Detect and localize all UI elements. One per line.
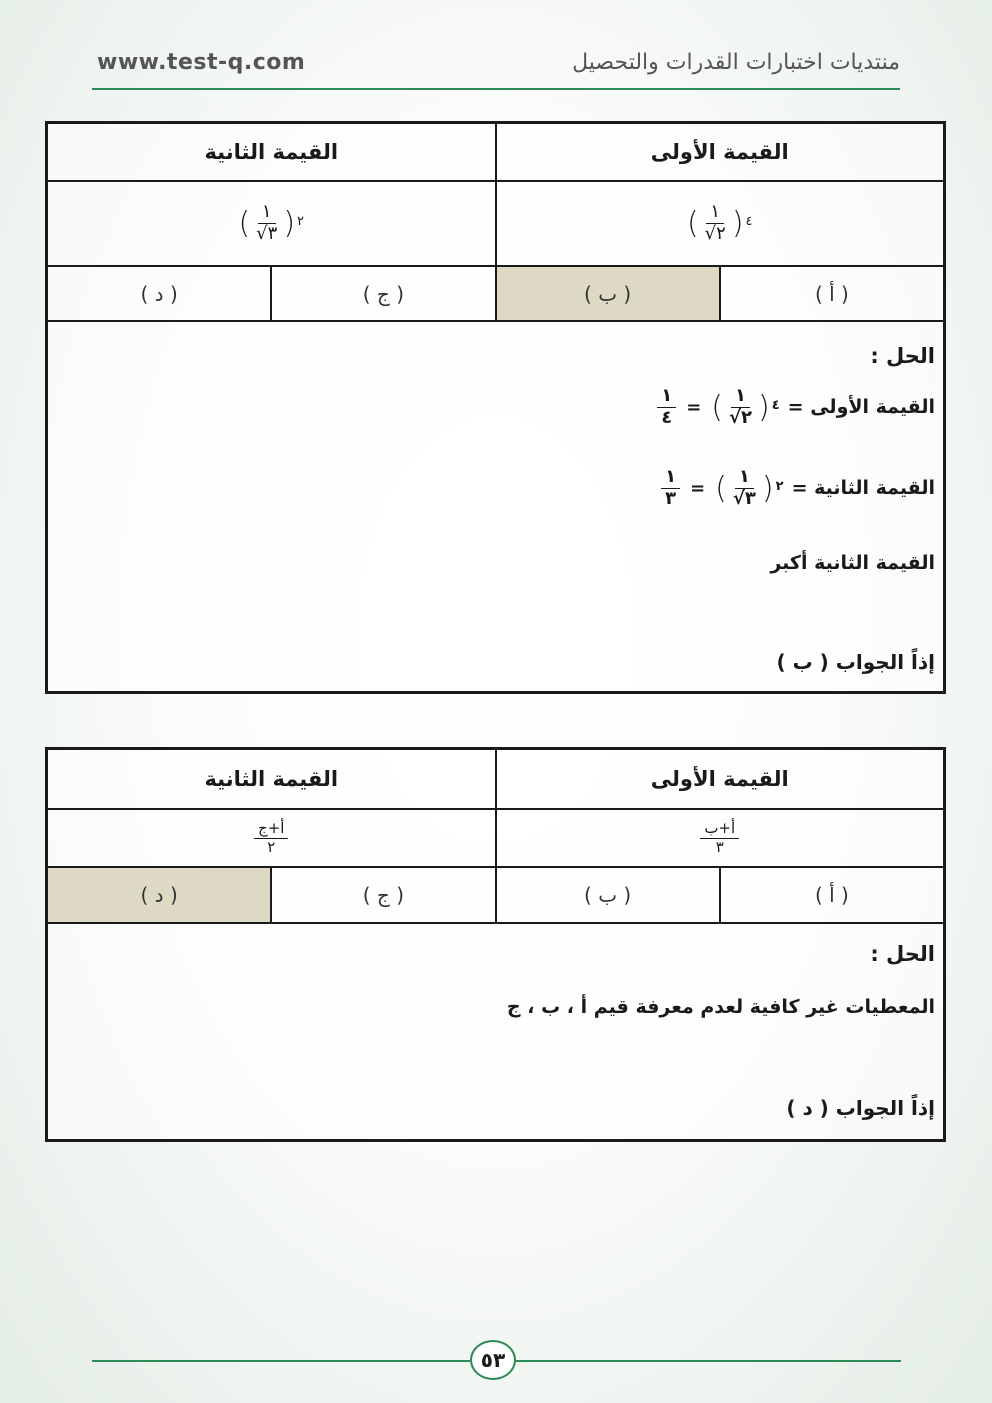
q1-answer: إذاً الجواب ( ب ) xyxy=(776,650,935,674)
site-url[interactable]: www.test-q.com xyxy=(97,50,306,75)
q2-choice-b[interactable]: ( ب ) xyxy=(497,868,721,922)
q2-choice-a[interactable]: ( أ ) xyxy=(814,883,849,907)
q1-second-exp: ٢ xyxy=(297,214,305,229)
q2-solution-title: الحل : xyxy=(870,942,935,966)
q2-choice-d[interactable]: ( د ) xyxy=(48,868,272,922)
q1-line1-label: القيمة الأولى = xyxy=(787,396,935,419)
q1-line1-exp: ٤ xyxy=(771,397,780,413)
q1-first-value-header: القيمة الأولى xyxy=(650,140,789,164)
q1-line2-num: ١ xyxy=(735,468,754,489)
q1-conclusion: القيمة الثانية أكبر xyxy=(770,552,935,574)
question-1-table xyxy=(45,121,946,694)
q1-line2-result-den: ٣ xyxy=(665,487,677,509)
q1-choice-c[interactable]: ( ج ) xyxy=(272,267,496,320)
q2-second-num: أ+ج xyxy=(254,821,288,839)
q1-solution xyxy=(48,322,943,690)
q1-choice-a[interactable]: ( أ ) xyxy=(814,281,849,306)
q1-solution-line1: القيمة الأولى = $\frac{١}{٤}$ = ( $\frac{١}{√٢}$ ) ٤ xyxy=(657,387,935,428)
q1-line2-den: √٣ xyxy=(732,487,756,509)
q2-second-value xyxy=(48,810,497,866)
q1-first-num: ١ xyxy=(706,203,724,224)
q1-first-exp: ٤ xyxy=(745,214,753,229)
q2-second-value-header: القيمة الثانية xyxy=(48,750,497,808)
q1-second-num: ١ xyxy=(258,203,276,224)
q1-line1-num: ١ xyxy=(731,387,750,408)
q1-solution-title: الحل : xyxy=(870,344,935,368)
q2-first-value-header: القيمة الأولى xyxy=(650,767,789,791)
q1-line2-equals: = xyxy=(690,477,706,499)
q1-line1-equals: = xyxy=(686,396,702,418)
q2-first-value xyxy=(497,810,944,866)
q1-solution-line2: القيمة الثانية = $\frac{١}{٣}$ = ( $\frac{١}{√٣}$ ) ٢ xyxy=(661,468,935,509)
forum-title: منتديات اختبارات القدرات والتحصيل xyxy=(572,50,900,75)
q1-second-value-header: القيمة الثانية xyxy=(48,124,497,180)
footer-line-right xyxy=(516,1360,901,1362)
q2-first-den: ٣ xyxy=(715,837,724,856)
q1-choice-b[interactable]: ( ب ) xyxy=(497,267,721,320)
q2-answer: إذاً الجواب ( د ) xyxy=(786,1096,935,1120)
q1-line2-result-num: ١ xyxy=(661,468,680,489)
q1-line2-exp: ٢ xyxy=(775,478,784,494)
page-number: ٥٣ xyxy=(470,1340,516,1380)
q1-line1-result-den: ٤ xyxy=(661,406,673,428)
q2-second-den: ٢ xyxy=(267,837,276,856)
q2-solution xyxy=(48,924,943,1139)
q1-second-value: ( $\frac{١}{√٣}$ ) ٢ xyxy=(48,182,497,265)
q1-line2-label: القيمة الثانية = xyxy=(791,477,935,500)
q1-second-den: √٣ xyxy=(256,223,278,244)
q1-line1-result-num: ١ xyxy=(657,387,676,408)
question-2-table xyxy=(45,747,946,1142)
q2-first-num: أ+ب xyxy=(700,821,739,839)
q1-first-den: √٢ xyxy=(704,223,726,244)
q1-first-value: ( $\frac{١}{√٢}$ ) ٤ xyxy=(686,201,753,244)
q2-solution-text: المعطيات غير كافية لعدم معرفة قيم أ ، ب ، ج xyxy=(506,996,935,1018)
q1-choice-d[interactable]: ( د ) xyxy=(48,267,272,320)
header-divider xyxy=(92,88,900,90)
footer-line-left xyxy=(92,1360,470,1362)
q1-line1-den: √٢ xyxy=(729,406,753,428)
q2-choice-c[interactable]: ( ج ) xyxy=(272,868,496,922)
